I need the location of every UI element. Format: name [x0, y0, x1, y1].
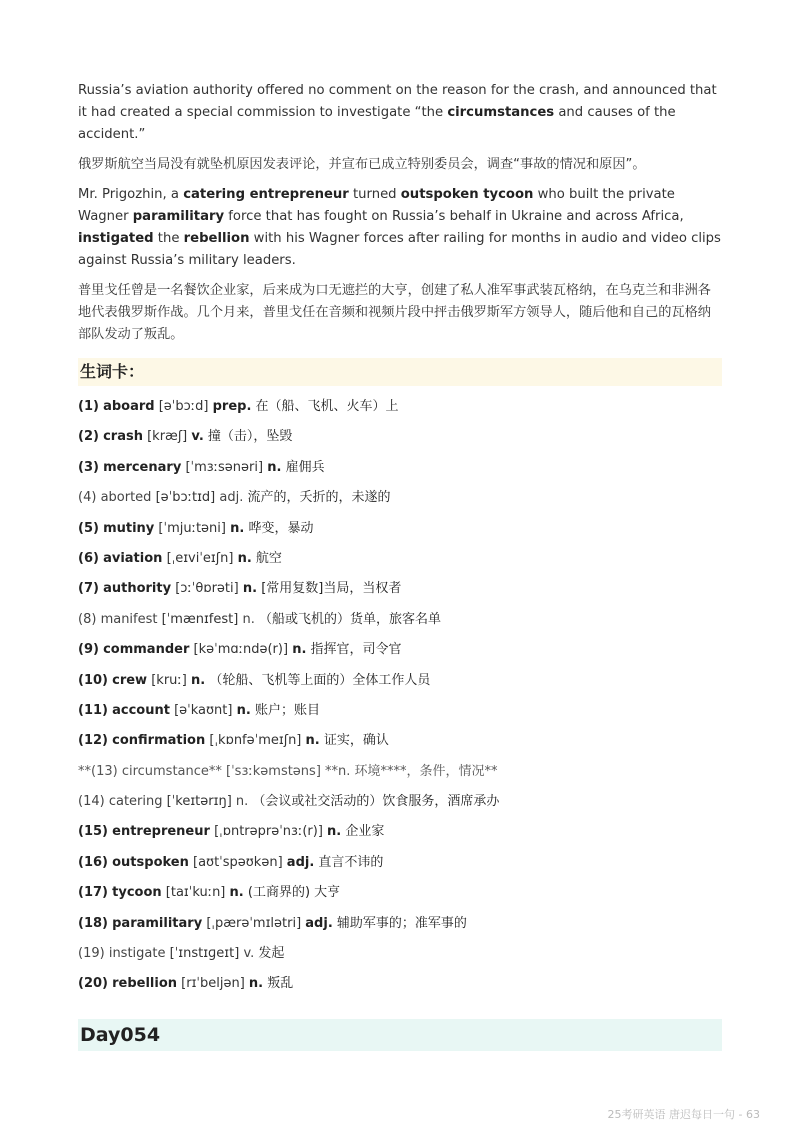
- vocab-phonetic: [kruː]: [151, 672, 187, 688]
- vocab-number: (3): [78, 459, 99, 475]
- vocab-phonetic: [əˈbɔːd]: [158, 399, 209, 414]
- vocab-phonetic: [aʊtˈspəʊkən]: [193, 854, 283, 870]
- vocab-number: (9): [78, 642, 99, 658]
- text-run: Mr. Prigozhin, a: [78, 187, 184, 202]
- highlighted-term: paramilitary: [132, 209, 225, 224]
- vocab-item: [78, 939, 722, 969]
- vocab-phonetic: [ˌeɪviˈeɪʃn]: [166, 550, 234, 566]
- vocab-number: (16): [78, 854, 108, 870]
- vocab-number: (20): [78, 976, 108, 992]
- vocab-number: (11): [78, 702, 108, 718]
- vocab-part-of-speech: n.: [237, 550, 252, 566]
- vocab-item: [78, 696, 722, 726]
- vocab-meaning: 发起: [258, 946, 285, 962]
- vocab-word: entrepreneur: [112, 824, 210, 840]
- vocab-word: authority: [103, 581, 172, 597]
- vocab-phonetic: [kəˈmɑːndə(r)]: [193, 642, 289, 658]
- day-heading: Day054: [78, 1019, 722, 1051]
- vocab-item: [78, 666, 722, 696]
- text-run: turned: [348, 187, 401, 202]
- vocab-phonetic: [ˈmɜːsənəri]: [185, 459, 264, 475]
- vocab-item: [78, 909, 722, 939]
- vocab-item: [78, 483, 722, 513]
- vocab-part-of-speech: n.: [305, 733, 320, 749]
- highlighted-term: outspoken tycoon: [400, 187, 534, 202]
- vocab-word: commander: [103, 642, 190, 658]
- vocab-meaning: 流产的，夭折的，未遂的: [247, 490, 391, 506]
- vocab-meaning: 指挥官，司令官: [310, 642, 402, 658]
- vocab-meaning: 叛乱: [267, 976, 294, 992]
- vocab-item: [78, 574, 722, 604]
- vocab-item: [78, 514, 722, 544]
- vocab-item: [78, 453, 722, 483]
- vocab-word: account: [112, 702, 170, 718]
- vocab-part-of-speech: adj.: [219, 490, 244, 506]
- vocab-phonetic: [ˈmjuːtəni]: [158, 520, 226, 536]
- vocab-phonetic: [ɔːˈθɒrəti]: [175, 581, 239, 597]
- vocab-part-of-speech: n.: [292, 642, 307, 658]
- vocab-phonetic: [rɪˈbeljən]: [181, 976, 245, 992]
- vocab-item: [78, 605, 722, 635]
- vocab-part-of-speech: n.: [267, 459, 282, 475]
- article-paragraph-en-1: [78, 80, 722, 146]
- page-content: [78, 80, 722, 1051]
- vocab-number: (6): [78, 550, 99, 566]
- vocab-part-of-speech: n.: [242, 581, 258, 597]
- article-paragraph-zh-2: 普里戈任曾是一名餐饮企业家，后来成为口无遮拦的大亨，创建了私人准军事武装瓦格纳，在乌克兰和非洲各地代表俄罗斯作战。几个月来，普里戈任在音频和视频片段中抨击俄罗斯军方领导人，随后他和自己的瓦格纳部队发动了叛乱。: [78, 283, 711, 342]
- vocab-item: [78, 969, 722, 999]
- vocab-meaning: 直言不讳的: [318, 854, 384, 870]
- vocab-word: confirmation: [112, 733, 206, 749]
- vocab-number: (14): [78, 794, 105, 810]
- vocab-phonetic: [ˌpærəˈmɪlətri]: [206, 915, 302, 931]
- vocab-phonetic: [ˈmænɪfest]: [161, 611, 239, 627]
- vocab-part-of-speech: n.: [191, 672, 206, 688]
- vocab-item: [78, 787, 722, 817]
- text-run: the: [153, 231, 184, 246]
- vocab-word: aviation: [103, 550, 163, 566]
- vocab-item: [78, 422, 722, 452]
- vocab-phonetic: [ˌɒntrəprəˈnɜː(r)]: [214, 824, 323, 840]
- vocab-number: (8): [78, 611, 97, 627]
- vocab-part-of-speech: n.: [248, 976, 264, 992]
- vocab-card-heading: 生词卡：: [78, 358, 722, 386]
- vocab-meaning: 账户；账目: [254, 702, 320, 718]
- vocab-part-of-speech: n.: [242, 611, 255, 627]
- vocab-number: (17): [78, 885, 108, 901]
- vocab-item: [78, 817, 722, 847]
- vocab-meaning: 撞（击），坠毁: [207, 429, 293, 445]
- highlighted-term: rebellion: [183, 231, 250, 246]
- vocab-meaning: (工商界的) 大亨: [247, 885, 341, 901]
- vocab-word: tycoon: [112, 885, 162, 901]
- vocab-meaning: 哗变，暴动: [248, 520, 314, 536]
- vocab-word: rebellion: [112, 976, 178, 992]
- text-run: who built the private Wagner: [78, 187, 675, 224]
- vocab-phonetic: [ˈkeɪtərɪŋ]: [166, 794, 232, 810]
- vocab-item: **(13) circumstance** [ˈsɜːkəmstəns] **n. 环境****，条件，情况**: [78, 763, 498, 779]
- vocab-part-of-speech: v.: [243, 946, 255, 962]
- vocab-word: mutiny: [103, 520, 155, 536]
- vocab-part-of-speech: adj.: [305, 915, 333, 931]
- vocab-number: (7): [78, 581, 99, 597]
- highlighted-term: circumstances: [447, 105, 555, 120]
- vocab-meaning: 企业家: [345, 824, 385, 840]
- highlighted-term: instigated: [78, 231, 154, 246]
- vocab-list: [78, 392, 722, 1000]
- vocab-part-of-speech: n.: [229, 885, 244, 901]
- vocab-meaning: 雇佣兵: [285, 459, 325, 475]
- vocab-part-of-speech: n.: [235, 794, 249, 810]
- text-run: Russia’s aviation authority offered no comment on the reason for the crash, and announced that it had created a special commission to investigate “the: [78, 83, 717, 120]
- text-run: force that has fought on Russia’s behalf in Ukraine and across Africa,: [224, 209, 684, 224]
- vocab-meaning: 在（船、飞机、火车）上: [255, 399, 399, 414]
- vocab-phonetic: [taɪˈkuːn]: [165, 885, 226, 901]
- vocab-meaning: （船或飞机的）货单，旅客名单: [258, 611, 441, 627]
- vocab-item: [78, 392, 722, 422]
- vocab-word: aboard: [103, 399, 155, 414]
- vocab-meaning: 证实，确认: [323, 733, 389, 749]
- vocab-word: mercenary: [103, 459, 182, 475]
- vocab-word: catering: [108, 794, 163, 810]
- vocab-meaning: （轮船、飞机等上面的）全体工作人员: [209, 672, 431, 688]
- vocab-meaning: [常用复数]当局，当权者: [261, 581, 402, 597]
- vocab-number: (4): [78, 490, 97, 506]
- text-run: with his Wagner forces after railing for months in audio and video clips against Russia’s military leaders.: [78, 231, 721, 268]
- vocab-meaning: （会议或社交活动的）饮食服务，酒席承办: [252, 794, 500, 810]
- text-run: and causes of the accident.”: [78, 105, 676, 142]
- vocab-number: (1): [78, 399, 99, 414]
- vocab-item: [78, 878, 722, 908]
- article-paragraph-zh-1: 俄罗斯航空当局没有就坠机原因发表评论，并宣布已成立特别委员会，调查“事故的情况和原因”。: [78, 157, 646, 172]
- vocab-phonetic: [kræʃ]: [147, 429, 188, 445]
- article-paragraph-en-2: [78, 184, 722, 272]
- vocab-item: [78, 726, 722, 756]
- vocab-item: [78, 848, 722, 878]
- vocab-word: instigate: [108, 946, 166, 962]
- vocab-part-of-speech: n.: [230, 520, 245, 536]
- vocab-part-of-speech: adj.: [286, 854, 315, 870]
- vocab-part-of-speech: prep.: [212, 399, 252, 414]
- vocab-word: manifest: [100, 611, 158, 627]
- vocab-part-of-speech: n.: [327, 824, 342, 840]
- vocab-number: (18): [78, 915, 108, 931]
- vocab-word: paramilitary: [112, 915, 203, 931]
- vocab-meaning: 辅助军事的；准军事的: [336, 915, 467, 931]
- page-footer: 25考研英语 唐迟每日一句 - 63: [607, 1108, 760, 1121]
- vocab-word: crash: [103, 429, 143, 445]
- vocab-phonetic: [ˈɪnstɪɡeɪt]: [169, 946, 240, 962]
- vocab-number: (12): [78, 733, 108, 749]
- vocab-phonetic: [əˈkaʊnt]: [174, 702, 233, 718]
- highlighted-term: catering entrepreneur: [183, 187, 349, 202]
- vocab-part-of-speech: n.: [236, 702, 251, 718]
- vocab-phonetic: [ˌkɒnfəˈmeɪʃn]: [209, 733, 302, 749]
- vocab-number: (19): [78, 946, 105, 962]
- vocab-number: (2): [78, 429, 99, 445]
- vocab-number: (5): [78, 520, 99, 536]
- vocab-item: [78, 544, 722, 574]
- vocab-number: (10): [78, 672, 108, 688]
- vocab-word: outspoken: [112, 854, 189, 870]
- vocab-meaning: 航空: [255, 550, 282, 566]
- vocab-word: aborted: [100, 490, 152, 506]
- vocab-number: (15): [78, 824, 108, 840]
- vocab-phonetic: [əˈbɔːtɪd]: [155, 490, 216, 506]
- vocab-item: [78, 635, 722, 665]
- vocab-word: crew: [112, 672, 148, 688]
- vocab-part-of-speech: v.: [191, 429, 204, 445]
